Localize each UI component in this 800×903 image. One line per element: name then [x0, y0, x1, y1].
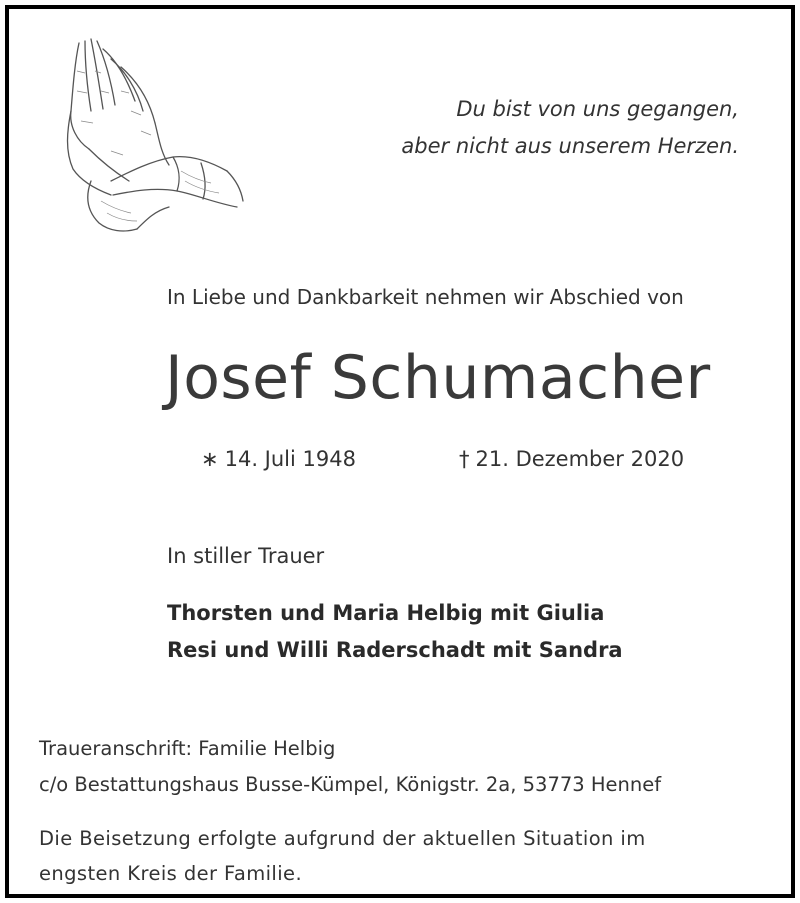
mourners-list — [167, 595, 623, 669]
notice-line: engsten Kreis der Familie. — [39, 862, 303, 885]
notice-line: Die Beisetzung erfolgte aufgrund der aktuellen Situation im — [39, 827, 646, 850]
praying-hands-icon — [51, 31, 251, 236]
death-symbol: † — [459, 447, 470, 471]
mourner-line: Resi und Willi Raderschadt mit Sandra — [167, 638, 623, 662]
mourning-heading: In stiller Trauer — [167, 544, 325, 568]
birth-date-text: 14. Juli 1948 — [224, 447, 356, 471]
motto — [401, 91, 739, 165]
motto-line: Du bist von uns gegangen, — [456, 97, 739, 121]
obituary-frame — [5, 5, 795, 898]
death-date-text: 21. Dezember 2020 — [475, 447, 685, 471]
motto-line: aber nicht aus unserem Herzen. — [401, 134, 739, 158]
address-line: Traueranschrift: Familie Helbig — [39, 737, 336, 760]
birth-date — [201, 447, 356, 471]
condolence-address — [39, 731, 661, 803]
deceased-name: Josef Schumacher — [165, 343, 711, 413]
intro-text: In Liebe und Dankbarkeit nehmen wir Abschied von — [167, 285, 684, 309]
death-date — [459, 447, 684, 471]
burial-notice — [39, 821, 646, 891]
address-line: c/o Bestattungshaus Busse-Kümpel, Königstr. 2a, 53773 Hennef — [39, 773, 662, 796]
mourner-line: Thorsten und Maria Helbig mit Giulia — [167, 601, 605, 625]
birth-symbol: ∗ — [201, 447, 219, 471]
